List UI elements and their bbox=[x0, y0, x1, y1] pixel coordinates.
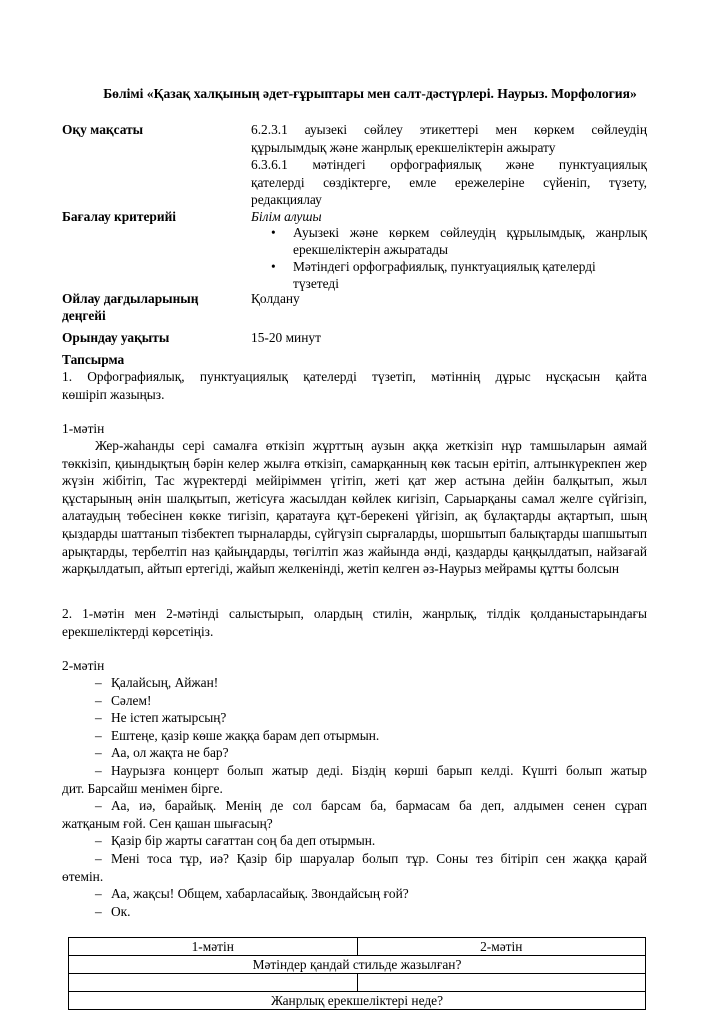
table-header-text1: 1-мәтін bbox=[69, 938, 358, 956]
time-label: Орындау уақыты bbox=[62, 330, 170, 345]
dialogue-text: Ок. bbox=[111, 904, 131, 919]
time-value: 15-20 минут bbox=[251, 330, 321, 345]
dialogue-line-7 bbox=[62, 797, 647, 832]
dash-mark: – bbox=[95, 693, 102, 708]
dialogue-text-cont: өтемін. bbox=[62, 868, 104, 884]
table-answer-cell[interactable] bbox=[69, 974, 358, 992]
dash-mark: – bbox=[95, 798, 102, 813]
dialogue-text: Аа, ол жақта не бар? bbox=[111, 745, 229, 760]
bullet-icon: • bbox=[271, 225, 276, 240]
dialogue-line-4 bbox=[95, 727, 647, 745]
table-question-genre: Жанрлық ерекшеліктері неде? bbox=[69, 992, 646, 1010]
dash-mark: – bbox=[95, 851, 102, 866]
text1-body: Жер-жаһанды сері самалға өткізіп жұрттың аузын аққа жеткізіп нұр тамшыларын аямай төккізіп, қиындықтың бәрін келер жылға өткізіп, самарқанның көк тасын ерітіп, алтынкүрекпен жер жүзін жібітіп, Тас жүректерді мейіріммен үгітіп, жеті қат жер астына дейін балқытып, жыл құстарының әнін шалқытып, жетісуға жасылдан көйлек кигізіп, Сарыарқаны самал желге сүйгізіп, алатаудың төбесінен көкке тигізіп, қаратауға құт-берекені үйгізіп, ақ бұлақтарды ақтартып, шың қыздарды шаттанып тізбектеп тырналарды, сүйгүзіп сырғаларды, шоршытып балықтарды шапшытып арықтарды, тербелтіп наз қайыңдарды, төгілтіп жаз жайында әнді, қаздарды қаңқылдатып, найзағай жарқылдатып, айтып ертегіді, жайып желкенінді, жетіп келген әз-Наурыз мейрамы құтты болсын bbox=[62, 438, 647, 577]
objective-label: Оқу мақсаты bbox=[62, 122, 144, 137]
section-title: Бөлімі «Қазақ халқының әдет-ғұрыптары мен салт-дәстүрлері. Наурыз. Морфология» bbox=[103, 86, 637, 101]
question-1-line2: көшіріп жазыңыз. bbox=[62, 386, 165, 402]
dialogue-text-cont: дит. Барсайш менімен бірге. bbox=[62, 780, 223, 796]
dialogue-line-3 bbox=[95, 709, 647, 727]
dialogue-line-5 bbox=[95, 744, 647, 762]
dash-mark: – bbox=[95, 675, 102, 690]
thinking-label bbox=[62, 290, 198, 324]
table-row bbox=[69, 992, 646, 1010]
text2-label: 2-мәтін bbox=[62, 658, 105, 673]
comparison-table bbox=[68, 937, 646, 1010]
objective-1-line2: құрылымдық және жанрлық ерекшеліктерін ажырату bbox=[251, 139, 556, 155]
text1-label: 1-мәтін bbox=[62, 421, 105, 436]
question-2-line2: ерекшеліктерді көрсетіңіз. bbox=[62, 623, 214, 639]
dialogue-line-11 bbox=[95, 903, 647, 921]
criteria-label: Бағалау критерийі bbox=[62, 209, 177, 224]
thinking-label-line1: Ойлау дағдыларының bbox=[62, 291, 199, 306]
objective-2-line2: қателерді сөздіктерге, емле ережелеріне сүйеніп, түзету, bbox=[251, 174, 647, 190]
dialogue-text-cont: жатқаным ғой. Сен қашан шығасың? bbox=[62, 815, 273, 831]
dialogue-text: Қазір бір жарты сағаттан соң ба деп отырмын. bbox=[111, 833, 376, 848]
dialogue-text: Наурызға концерт болып жатыр деді. Біздің көрші барып келді. Күшті болып жатыр bbox=[111, 763, 647, 778]
dialogue-line-1 bbox=[95, 674, 647, 692]
question-2 bbox=[62, 605, 647, 640]
bullet-icon: • bbox=[271, 259, 276, 274]
dialogue-text: Аа, жақсы! Общем, хабарласайық. Звондайсың ғой? bbox=[111, 886, 409, 901]
task-heading: Тапсырма bbox=[62, 352, 125, 367]
objective-1-line1: 6.2.3.1 ауызекі сөйлеу этикеттері мен көркем сөйлеудің bbox=[251, 122, 647, 137]
dialogue-line-8 bbox=[95, 832, 647, 850]
criteria-bullet-1 bbox=[271, 224, 647, 258]
dash-mark: – bbox=[95, 904, 102, 919]
dash-mark: – bbox=[95, 710, 102, 725]
criteria-learner: Білім алушы bbox=[251, 209, 322, 224]
dialogue-text: Ештеңе, қазір көше жаққа барам деп отырмын. bbox=[111, 728, 380, 743]
criteria-bullet-1-line2: ерекшеліктерін ажыратады bbox=[293, 242, 449, 257]
table-question-style: Мәтіндер қандай стильде жазылған? bbox=[69, 956, 646, 974]
dialogue-text: Сәлем! bbox=[111, 693, 152, 708]
table-header-row bbox=[69, 938, 646, 956]
criteria-bullet-1-line1: Ауызекі және көркем сөйлеудің құрылымдық, жанрлық bbox=[293, 225, 647, 240]
criteria-bullet-2 bbox=[271, 258, 647, 292]
question-2-line1: 2. 1-мәтін мен 2-мәтінді салыстырып, олардың стилін, жанрлық, тілдік қолданыстарындағы bbox=[62, 606, 647, 621]
question-1-line1: 1. Орфографиялық, пунктуациялық қателерді түзетіп, мәтіннің дұрыс нұсқасын қайта bbox=[62, 369, 647, 384]
thinking-value: Қолдану bbox=[251, 291, 300, 306]
dialogue-line-10 bbox=[95, 885, 647, 903]
criteria-bullet-2-line2: түзетеді bbox=[293, 276, 339, 291]
dialogue-line-6 bbox=[62, 762, 647, 797]
dash-mark: – bbox=[95, 833, 102, 848]
objective-2-line1: 6.3.6.1 мәтіндегі орфографиялық және пунктуациялық bbox=[251, 157, 647, 172]
dialogue-text: Мені тоса тұр, иә? Қазір бір шаруалар болып тұр. Соны тез бітіріп сен жаққа қарай bbox=[111, 851, 647, 866]
dialogue-text: Қалайсың, Айжан! bbox=[111, 675, 219, 690]
table-header-text2: 2-мәтін bbox=[357, 938, 646, 956]
table-row bbox=[69, 956, 646, 974]
dialogue-line-9 bbox=[62, 850, 647, 885]
dash-mark: – bbox=[95, 728, 102, 743]
dialogue-text: Аа, иә, барайық. Менің де сол барсам ба, бармасам ба деп, алдымен сенен сұрап bbox=[111, 798, 647, 813]
thinking-label-line2: деңгейі bbox=[62, 308, 106, 323]
dash-mark: – bbox=[95, 745, 102, 760]
table-row bbox=[69, 974, 646, 992]
objective-value bbox=[251, 121, 647, 209]
dialogue-line-2 bbox=[95, 692, 647, 710]
dash-mark: – bbox=[95, 763, 102, 778]
question-1 bbox=[62, 368, 647, 403]
objective-2-line3: редакциялау bbox=[251, 192, 322, 207]
dialogue-text: Не істеп жатырсың? bbox=[111, 710, 227, 725]
table-answer-cell[interactable] bbox=[357, 974, 646, 992]
dash-mark: – bbox=[95, 886, 102, 901]
criteria-bullet-2-line1: Мәтіндегі орфографиялық, пунктуациялық қателерді bbox=[293, 259, 596, 274]
